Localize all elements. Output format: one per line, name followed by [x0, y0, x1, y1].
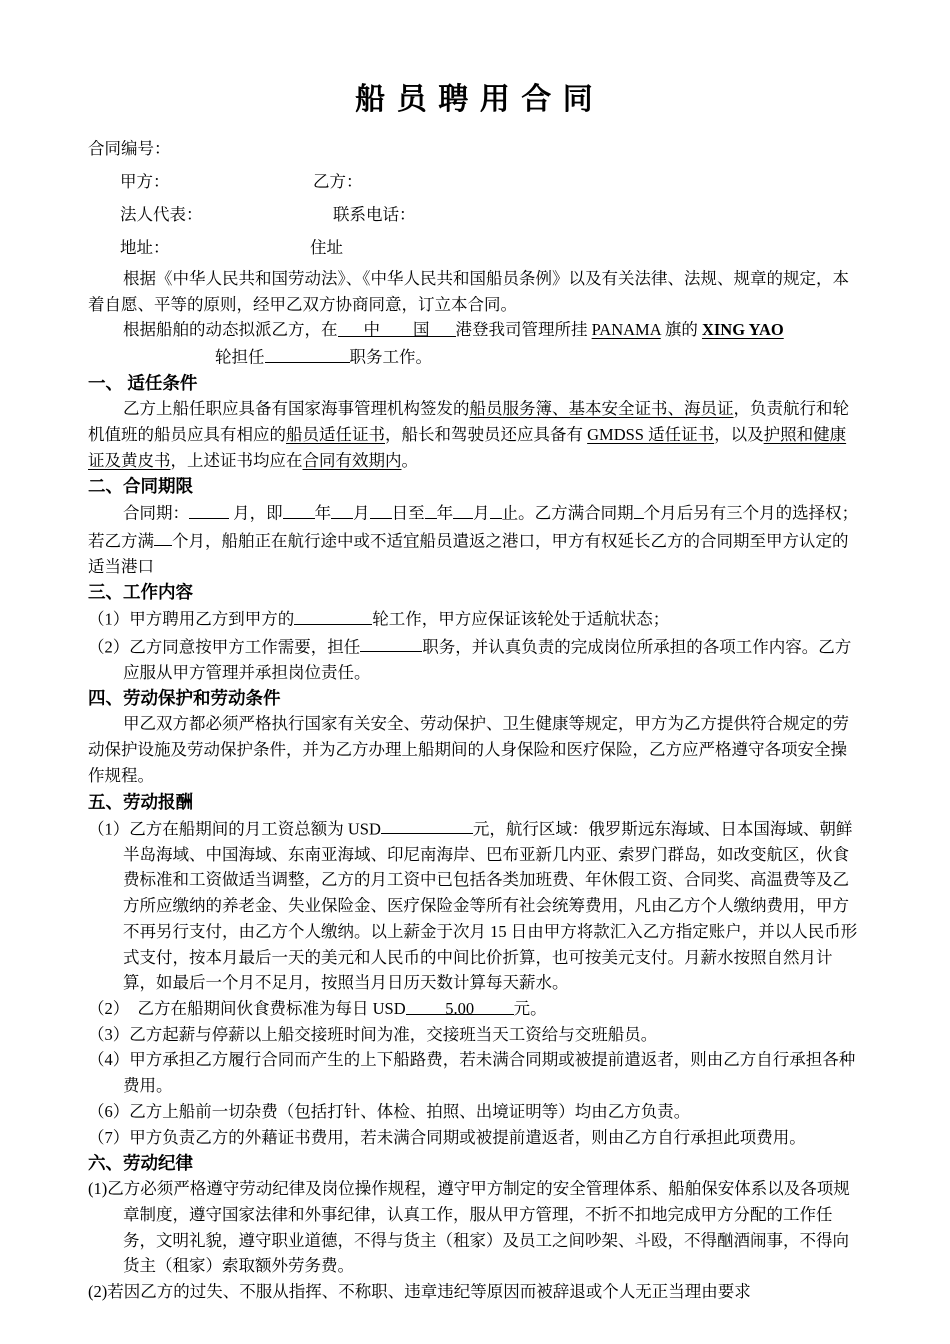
heading-section-2	[88, 473, 862, 499]
text-segment: 元，航行区域：俄罗斯远东海域、日本国海域、朝鲜半岛海域、中国海域、东南亚海域、印尼南海岸、巴布亚新几内亚、索罗门群岛，如改变航区，伙食费标准和工资做适当调整，乙方的月工资中已包括各类加班费、年休假工资、合同奖、高温费等及乙方所应缴纳的养老金、失业保险金、医疗保险金等所有社会统筹费用，凡由乙方个人缴纳费用，甲方不再另行支付，由乙方个人缴纳。以上薪金于次月 15 日由甲方将款汇入乙方指定账户，并以人民币形式支付，按本月最后一天的美元和人民币的中间比价折算，也可按美元支付。月薪水按照自然月计算，如最后一个月不足月，按照当月日历天数计算每天薪水。	[123, 819, 858, 993]
legal-rep-line	[88, 198, 862, 231]
text-segment: 个月，船舶正在航行途中或不适宜船员遣返之港口，甲方有权延长乙方的合同期至甲方认定的适当港口	[88, 531, 849, 576]
extend-months-blank	[154, 527, 172, 546]
text-segment: 职务工作。	[349, 347, 432, 367]
text-segment: （7）甲方负责乙方的外藉证书费用，若未满合同期或被提前遣返者，则由乙方自行承担此项费用。	[88, 1127, 806, 1147]
end-day-blank	[490, 499, 502, 518]
heading-section-3	[88, 579, 862, 605]
contract-number-label: 合同编号：	[88, 139, 171, 158]
contract-number-line	[88, 132, 862, 165]
start-day-blank	[370, 499, 392, 518]
start-month-blank	[331, 499, 353, 518]
para-qualification	[88, 396, 862, 473]
text-segment: 。	[401, 450, 418, 470]
text-segment: (1)乙方必须严格遵守劳动纪律及岗位操作规程，遵守甲方制定的安全管理体系、船舶保安体系以及各项规章制度，遵守国家法律和外事纪律，认真工作，服从甲方管理，不折不扣地完成甲方分配的工作任务，文明礼貌，遵守职业道德，不得与货主（租家）及员工之间吵架、斗殴，不得酗酒闹事，不得向货主（租家）索取额外劳务费。	[88, 1179, 850, 1276]
para-contract-term	[88, 499, 862, 579]
text-segment: 根据《中华人民共和国劳动法》、《中华人民共和国船员条例》以及有关法律、法规、规章的规定，本着自愿、平等的原则，经甲乙双方协商同意，订立本合同。	[88, 269, 849, 314]
text-segment: 旗的	[660, 320, 702, 340]
text-segment: （3）乙方起薪与停薪以上船交接班时间为准，交接班当天工资给与交班船员。	[88, 1024, 658, 1044]
item-5-4	[88, 1047, 862, 1098]
text-segment: 港登我司管理所挂	[455, 320, 592, 340]
text-segment: 年	[436, 503, 454, 523]
heading-section-1	[88, 370, 862, 396]
heading-section-5	[88, 789, 862, 815]
text-segment: GMDSS 适任证书	[587, 424, 715, 444]
port-country-blank: 中 国	[338, 317, 456, 336]
text-segment: 四、劳动保护和劳动条件	[88, 688, 281, 709]
page-title: 船 员 聘 用 合 同	[355, 83, 595, 116]
text-segment: 轮工作，甲方应保证该轮处于适航状态；	[372, 609, 670, 629]
vessel-name: XING YAO	[701, 320, 784, 340]
item-5-7	[88, 1125, 862, 1151]
item-5-2	[88, 996, 862, 1022]
text-segment: 合同有效期内	[302, 450, 402, 470]
item-6-1	[88, 1176, 862, 1279]
text-segment: ，船长和驾驶员还应具备有	[385, 424, 588, 444]
text-segment: 止。乙方满合同期	[501, 503, 634, 523]
vessel-blank	[294, 605, 372, 624]
text-segment: （4）甲方承担乙方履行合同而产生的上下船路费，若未满合同期或被提前遣返者，则由乙方自行承担各种费用。	[88, 1050, 856, 1096]
text-segment: 轮担任	[215, 347, 265, 367]
text-segment: 元。	[513, 998, 547, 1018]
contract-body	[88, 266, 862, 1305]
text-segment: 三、工作内容	[88, 582, 193, 603]
start-year-blank	[283, 499, 315, 518]
item-5-6	[88, 1099, 862, 1125]
text-segment: 月	[473, 503, 490, 523]
text-segment: 护照和健康证及黄皮书	[88, 424, 847, 470]
text-segment: （1）甲方聘用乙方到甲方的	[88, 609, 295, 629]
position-blank	[265, 343, 350, 362]
party-a-label: 甲方：	[120, 172, 170, 191]
text-segment: (2)若因乙方的过失、不服从指挥、不称职、违章违纪等原因而被辞退或个人无正当理由要求	[88, 1282, 751, 1302]
option-months-blank	[634, 499, 644, 518]
text-segment: 乙方上船任职应具备有国家海事管理机构签发的	[123, 399, 470, 419]
para-labor-protection	[88, 711, 862, 788]
party-b-label: 乙方：	[313, 172, 363, 191]
address-line	[88, 231, 862, 264]
text-segment: 根据船舶的动态拟派乙方，在	[123, 320, 338, 340]
duty-blank	[360, 633, 422, 652]
item-6-2	[88, 1279, 862, 1305]
residence-label: 住址	[310, 238, 343, 257]
text-segment: （2） 乙方在船期间伙食费标准为每日 USD	[88, 998, 406, 1018]
item-5-1	[88, 815, 862, 996]
address-label: 地址：	[120, 238, 170, 257]
monthly-wage-blank	[381, 815, 473, 834]
text-segment: ，负责航行和轮机值班的船员应具有相应的	[88, 399, 849, 444]
text-segment: 一、 适任条件	[88, 373, 198, 394]
text-segment: 五、劳动报酬	[88, 791, 193, 812]
text-segment: 年	[314, 503, 332, 523]
party-line	[88, 165, 862, 198]
end-year-blank	[425, 499, 437, 518]
text-segment: 月，即	[229, 503, 283, 523]
item-3-1	[88, 605, 862, 632]
text-segment: 个月后另有三个月的选择权；若乙方满	[88, 503, 859, 551]
text-segment: 船员适任证书	[286, 424, 385, 444]
para-legal-basis	[88, 266, 862, 317]
heading-section-4	[88, 685, 862, 711]
text-segment: ，上述证书均应在	[170, 450, 303, 470]
flag-name: PANAMA	[591, 320, 661, 340]
text-segment: 合同期：	[123, 503, 189, 523]
para-assignment	[88, 317, 862, 370]
text-segment: 二、合同期限	[88, 476, 193, 497]
text-segment: 职务，并认真负责的完成岗位所承担的各项工作内容。乙方应服从甲方管理并承担岗位责任。	[123, 637, 852, 682]
phone-label: 联系电话：	[333, 205, 416, 224]
item-5-3	[88, 1022, 862, 1048]
text-segment: （6）乙方上船前一切杂费（包括打针、体检、拍照、出境证明等）均由乙方负责。	[88, 1101, 691, 1121]
end-month-blank	[453, 499, 473, 518]
text-segment: （1）乙方在船期间的月工资总额为 USD	[88, 819, 381, 839]
legal-rep-label: 法人代表：	[120, 205, 203, 224]
item-3-2	[88, 633, 862, 686]
text-segment: 月	[353, 503, 370, 523]
meal-allowance-value: 5.00	[406, 996, 514, 1015]
text-segment: 甲乙双方都必须严格执行国家有关安全、劳动保护、卫生健康等规定，甲方为乙方提供符合规定的劳动保护设施及劳动保护条件，并为乙方办理上船期间的人身保险和医疗保险，乙方应严格遵守各项安全操作规程。	[88, 714, 849, 785]
text-segment: （2）乙方同意按甲方工作需要，担任	[88, 637, 361, 657]
text-segment: 日至	[391, 503, 425, 523]
text-segment: 船员服务簿、基本安全证书、海员证	[469, 399, 734, 419]
heading-section-6	[88, 1150, 862, 1176]
text-segment: 六、劳动纪律	[88, 1153, 193, 1174]
term-months-blank	[189, 499, 229, 518]
text-segment: ，以及	[714, 424, 764, 444]
